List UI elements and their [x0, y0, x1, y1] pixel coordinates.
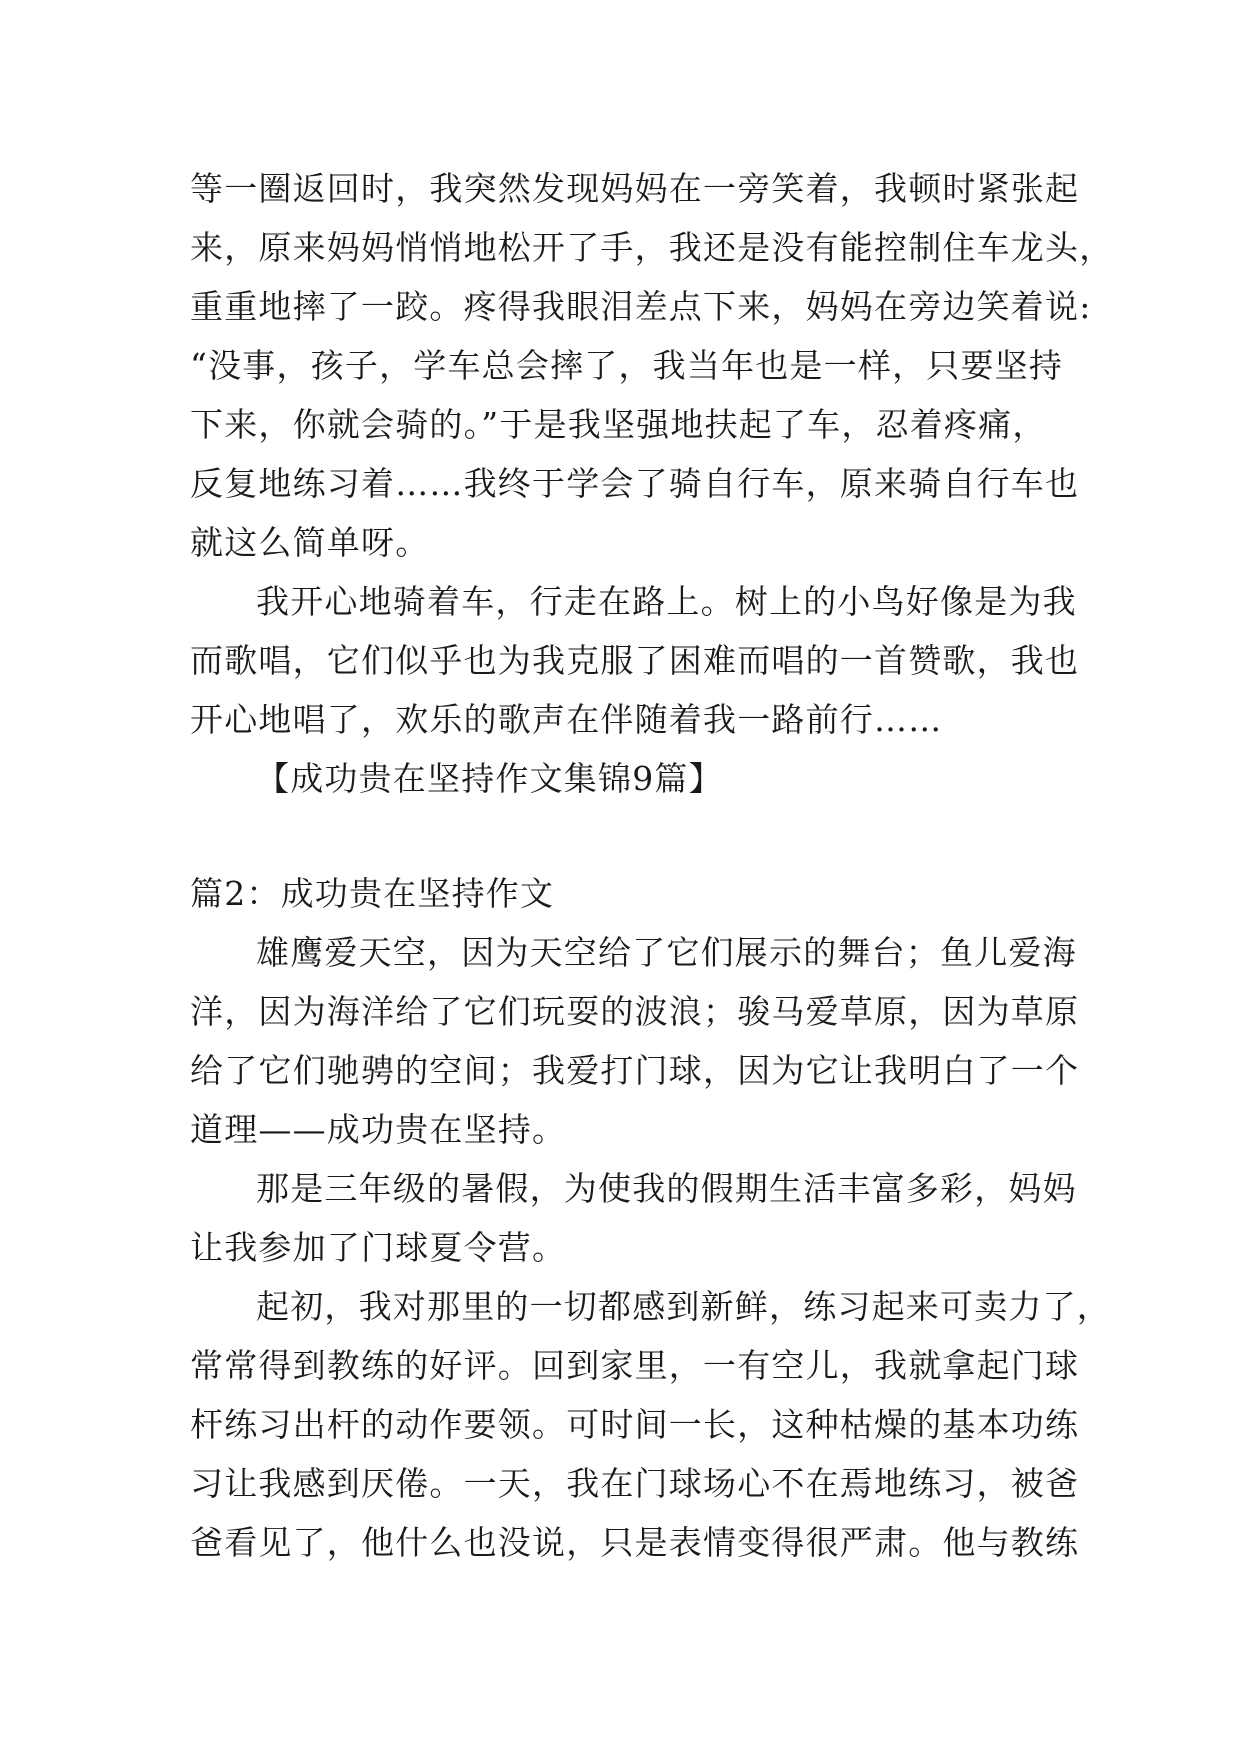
text-line: 雄鹰爱天空，因为天空给了它们展示的舞台；鱼儿爱海 [256, 933, 1077, 972]
section-heading: 篇2：成功贵在坚持作文 [190, 874, 555, 913]
paragraph [190, 572, 1080, 749]
text-line: 开心地唱了，欢乐的歌声在伴随着我一路前行…… [190, 700, 943, 739]
text-line: 而歌唱，它们似乎也为我克服了困难而唱的一首赞歌，我也 [190, 641, 1080, 680]
text-line: 爸看见了，他什么也没说，只是表情变得很严肃。他与教练 [190, 1523, 1080, 1562]
text-line: 来，原来妈妈悄悄地松开了手，我还是没有能控制住车龙头， [190, 228, 1114, 267]
text-line: 等一圈返回时，我突然发现妈妈在一旁笑着，我顿时紧张起 [190, 169, 1080, 208]
text-line: 习让我感到厌倦。一天，我在门球场心不在焉地练习，被爸 [190, 1464, 1080, 1503]
text-line: 让我参加了门球夏令营。 [190, 1228, 567, 1267]
paragraph [190, 159, 1114, 572]
text-line: 下来，你就会骑的。”于是我坚强地扶起了车，忍着疼痛， [190, 405, 1047, 444]
paragraph [190, 1159, 1077, 1277]
text-line: 我开心地骑着车，行走在路上。树上的小鸟好像是为我 [256, 582, 1077, 621]
document-body [190, 159, 1114, 1572]
text-line: 那是三年级的暑假，为使我的假期生活丰富多彩，妈妈 [256, 1169, 1077, 1208]
spacer [190, 808, 1070, 864]
text-line: 就这么简单呀。 [190, 523, 430, 562]
text-line: 洋，因为海洋给了它们玩耍的波浪；骏马爱草原，因为草原 [190, 992, 1080, 1031]
text-line: 给了它们驰骋的空间；我爱打门球，因为它让我明白了一个 [190, 1051, 1080, 1090]
text-line: 常常得到教练的好评。回到家里，一有空儿，我就拿起门球 [190, 1346, 1080, 1385]
text-line: 重重地摔了一跤。疼得我眼泪差点下来，妈妈在旁边笑着说: [190, 287, 1092, 326]
paragraph [190, 1277, 1111, 1572]
text-line: 反复地练习着……我终于学会了骑自行车，原来骑自行车也 [190, 464, 1080, 503]
text-line: 起初，我对那里的一切都感到新鲜，练习起来可卖力了， [256, 1287, 1111, 1326]
collection-title: 【成功贵在坚持作文集锦9篇】 [256, 759, 723, 798]
text-line: “没事，孩子，学车总会摔了，我当年也是一样，只要坚持 [190, 346, 1064, 385]
paragraph [190, 923, 1080, 1159]
text-line: 道理——成功贵在坚持。 [190, 1110, 567, 1149]
text-line: 杆练习出杆的动作要领。可时间一长，这种枯燥的基本功练 [190, 1405, 1080, 1444]
